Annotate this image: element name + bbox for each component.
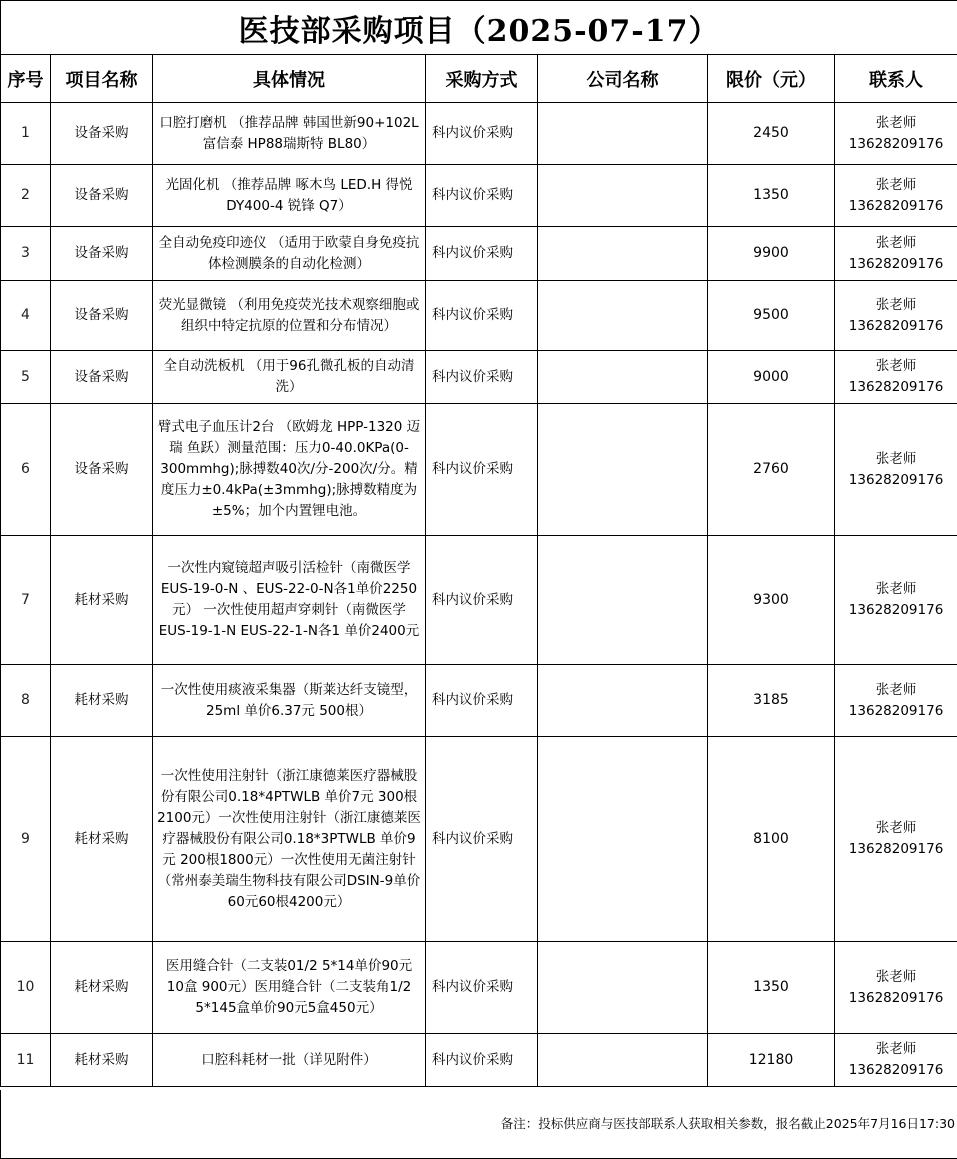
row-company <box>538 942 708 1034</box>
contact-name: 张老师 <box>875 296 917 313</box>
row-name: 设备采购 <box>51 103 153 165</box>
contact-name: 张老师 <box>875 450 917 467</box>
row-name: 耗材采购 <box>51 942 153 1034</box>
row-method: 科内议价采购 <box>426 404 538 536</box>
header-name: 项目名称 <box>51 55 153 103</box>
contact-name: 张老师 <box>875 1041 917 1057</box>
header-company: 公司名称 <box>538 55 708 103</box>
row-price: 9000 <box>708 351 835 404</box>
row-contact <box>835 227 957 281</box>
row-price: 12180 <box>708 1034 835 1087</box>
row-method: 科内议价采购 <box>426 351 538 404</box>
row-contact <box>835 737 957 942</box>
row-method: 科内议价采购 <box>426 1034 538 1087</box>
row-method: 科内议价采购 <box>426 737 538 942</box>
row-detail: 荧光显微镜 （利用免疫荧光技术观察细胞或组织中特定抗原的位置和分布情况） <box>153 281 426 351</box>
row-price: 1350 <box>708 942 835 1034</box>
row-contact <box>835 1034 957 1087</box>
row-name: 设备采购 <box>51 281 153 351</box>
row-contact <box>835 665 957 737</box>
row-method: 科内议价采购 <box>426 227 538 281</box>
row-method: 科内议价采购 <box>426 942 538 1034</box>
row-contact <box>835 165 957 227</box>
row-method: 科内议价采购 <box>426 165 538 227</box>
header-method: 采购方式 <box>426 55 538 103</box>
footer <box>0 1090 957 1159</box>
row-no: 2 <box>1 165 51 227</box>
row-method: 科内议价采购 <box>426 536 538 665</box>
row-name: 耗材采购 <box>51 536 153 665</box>
contact-name: 张老师 <box>875 176 917 193</box>
row-detail: 臂式电子血压计2台 （欧姆龙 HPP-1320 迈瑞 鱼跃）测量范围：压力0-40.0KPa(0-300mmhg);脉搏数40次/分-200次/分。精度压力±0.4kPa(±3mmhg);脉搏数精度为±5%；加个内置锂电池。 <box>153 404 426 536</box>
contact-phone: 13628209176 <box>848 602 944 618</box>
table-row <box>1 737 957 942</box>
row-contact <box>835 103 957 165</box>
row-detail: 一次性内窥镜超声吸引活检针（南微医学 EUS-19-0-N 、EUS-22-0-N各1单价2250元） 一次性使用超声穿刺针（南微医学EUS-19-1-N EUS-22-1-N各1 单价2400元 <box>153 536 426 665</box>
row-name: 耗材采购 <box>51 665 153 737</box>
contact-phone: 13628209176 <box>848 702 944 719</box>
row-contact <box>835 281 957 351</box>
contact-phone: 13628209176 <box>848 989 944 1006</box>
contact-phone: 13628209176 <box>848 317 944 334</box>
row-no: 8 <box>1 665 51 737</box>
table-row <box>1 536 957 665</box>
row-no: 4 <box>1 281 51 351</box>
row-name: 设备采购 <box>51 165 153 227</box>
row-detail: 全自动免疫印迹仪 （适用于欧蒙自身免疫抗体检测膜条的自动化检测） <box>153 227 426 281</box>
contact-phone: 13628209176 <box>848 379 944 395</box>
row-company <box>538 536 708 665</box>
row-no: 6 <box>1 404 51 536</box>
row-name: 耗材采购 <box>51 737 153 942</box>
row-no: 3 <box>1 227 51 281</box>
row-contact <box>835 536 957 665</box>
row-method: 科内议价采购 <box>426 281 538 351</box>
row-detail: 一次性使用痰液采集器（斯莱达纤支镜型，25ml 单价6.37元 500根） <box>153 665 426 737</box>
row-no: 5 <box>1 351 51 404</box>
row-contact <box>835 404 957 536</box>
table-row <box>1 165 957 227</box>
row-no: 11 <box>1 1034 51 1087</box>
contact-name: 张老师 <box>875 681 917 698</box>
header-detail: 具体情况 <box>153 55 426 103</box>
row-no: 10 <box>1 942 51 1034</box>
row-no: 1 <box>1 103 51 165</box>
row-method: 科内议价采购 <box>426 665 538 737</box>
table-row <box>1 103 957 165</box>
contact-phone: 13628209176 <box>848 255 944 272</box>
row-price: 9500 <box>708 281 835 351</box>
table-row <box>1 942 957 1034</box>
row-name: 设备采购 <box>51 351 153 404</box>
row-detail: 口腔科耗材一批（详见附件） <box>153 1034 426 1087</box>
table-row <box>1 227 957 281</box>
row-company <box>538 281 708 351</box>
contact-name: 张老师 <box>875 114 917 131</box>
row-price: 9900 <box>708 227 835 281</box>
page-title: 医技部采购项目（2025-07-17） <box>1 1 957 55</box>
row-method: 科内议价采购 <box>426 103 538 165</box>
row-company <box>538 737 708 942</box>
contact-phone: 13628209176 <box>848 471 944 488</box>
table-row <box>1 1034 957 1087</box>
header-contact: 联系人 <box>835 55 957 103</box>
row-name: 耗材采购 <box>51 1034 153 1087</box>
contact-phone: 13628209176 <box>848 841 944 857</box>
contact-name: 张老师 <box>875 358 917 374</box>
row-contact <box>835 942 957 1034</box>
contact-phone: 13628209176 <box>848 135 944 152</box>
table-header-row <box>1 55 957 103</box>
row-detail: 一次性使用注射针（浙江康德莱医疗器械股份有限公司0.18*4PTWLB 单价7元 300根2100元）一次性使用注射针（浙江康德莱医疗器械股份有限公司0.18*3PTWLB 单价9元 200根1800元）一次性使用无菌注射针（常州泰美瑞生物科技有限公司DSIN-9单价60元60根4200元） <box>153 737 426 942</box>
row-company <box>538 227 708 281</box>
contact-name: 张老师 <box>875 820 917 836</box>
row-no: 9 <box>1 737 51 942</box>
row-company <box>538 404 708 536</box>
row-company <box>538 165 708 227</box>
row-price: 3185 <box>708 665 835 737</box>
row-detail: 全自动洗板机 （用于96孔微孔板的自动清洗） <box>153 351 426 404</box>
row-price: 2760 <box>708 404 835 536</box>
row-company <box>538 351 708 404</box>
row-price: 1350 <box>708 165 835 227</box>
contact-name: 张老师 <box>875 968 917 985</box>
row-contact <box>835 351 957 404</box>
table-row <box>1 665 957 737</box>
row-detail: 医用缝合针（二支装01/2 5*14单价90元 10盒 900元）医用缝合针（二支装角1/2 5*145盒单价90元5盒450元） <box>153 942 426 1034</box>
table-row <box>1 351 957 404</box>
header-price: 限价（元） <box>708 55 835 103</box>
footer-note: 备注：投标供应商与医技部联系人获取相关参数，报名截止2025年7月16日17:30 <box>500 1116 955 1131</box>
row-price: 9300 <box>708 536 835 665</box>
row-company <box>538 103 708 165</box>
row-name: 设备采购 <box>51 227 153 281</box>
table-row <box>1 281 957 351</box>
contact-name: 张老师 <box>875 581 917 597</box>
table-row <box>1 404 957 536</box>
row-no: 7 <box>1 536 51 665</box>
row-company <box>538 1034 708 1087</box>
row-price: 2450 <box>708 103 835 165</box>
contact-phone: 13628209176 <box>848 197 944 214</box>
contact-phone: 13628209176 <box>848 1062 944 1078</box>
row-name: 设备采购 <box>51 404 153 536</box>
header-no: 序号 <box>1 55 51 103</box>
row-price: 8100 <box>708 737 835 942</box>
row-detail: 光固化机 （推荐品牌 啄木鸟 LED.H 得悦 DY400-4 锐锋 Q7） <box>153 165 426 227</box>
row-detail: 口腔打磨机 （推荐品牌 韩国世新90+102L富信泰 HP88瑞斯特 BL80） <box>153 103 426 165</box>
contact-name: 张老师 <box>875 234 917 251</box>
row-company <box>538 665 708 737</box>
